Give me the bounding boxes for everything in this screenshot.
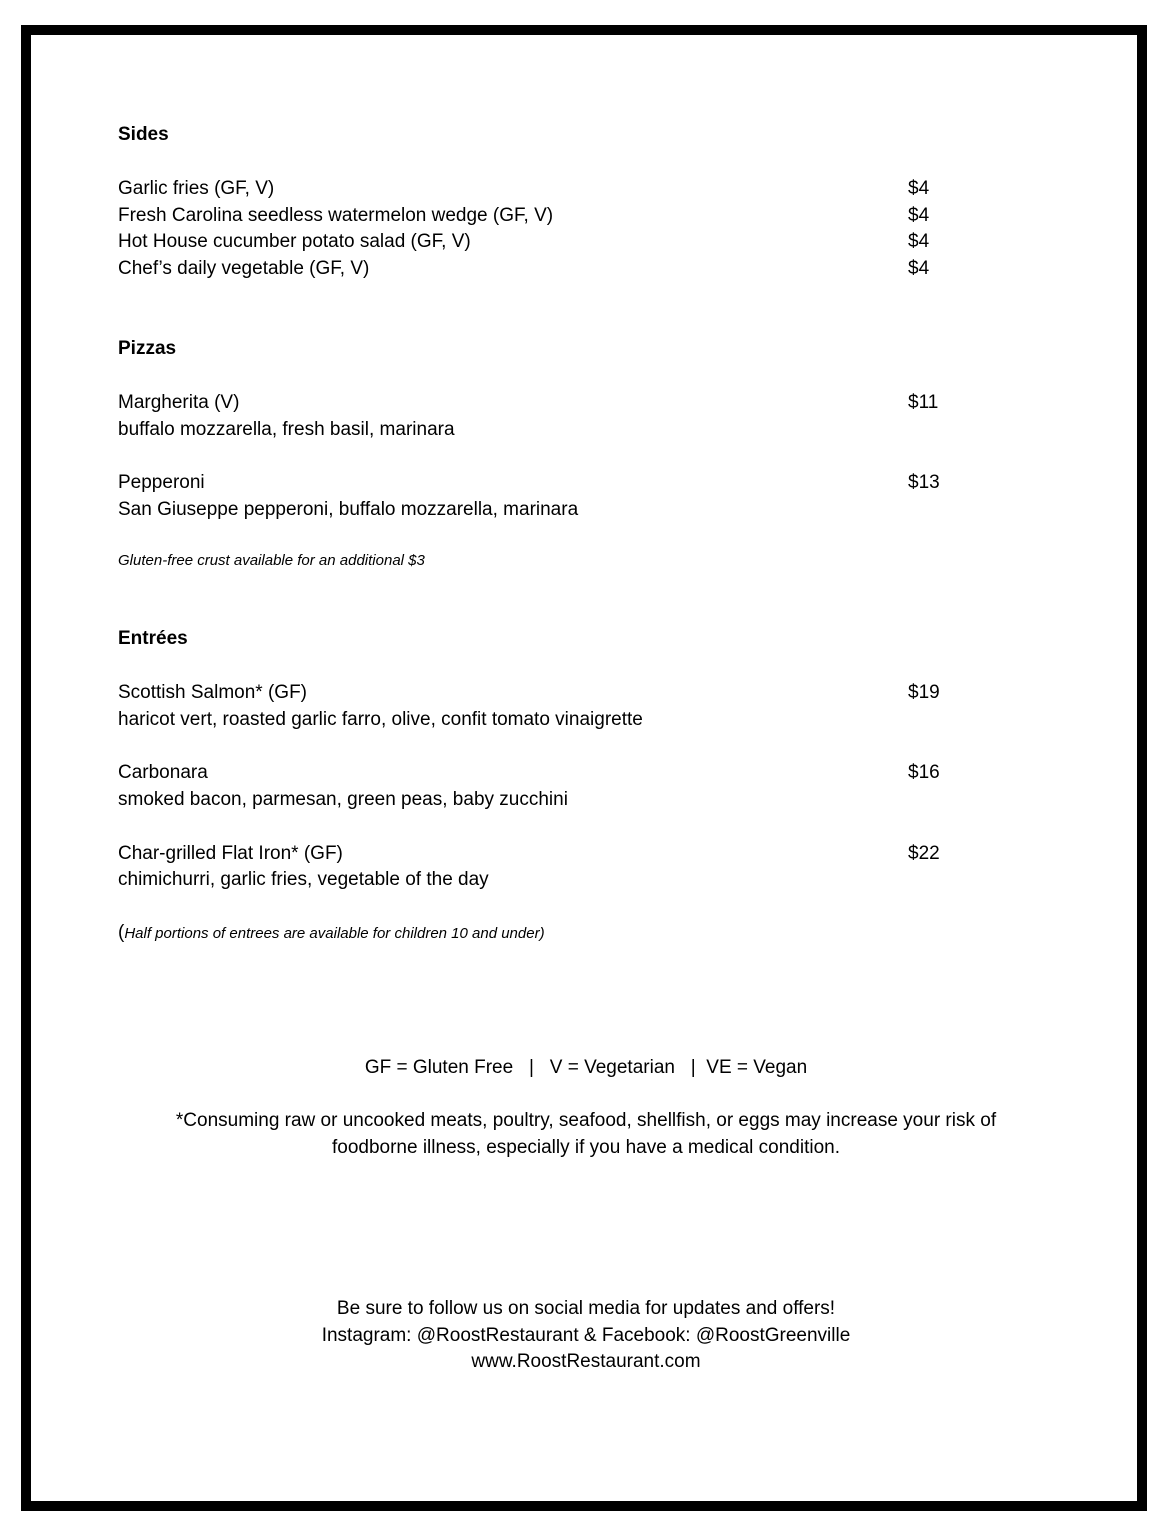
raw-food-warning-line-1: *Consuming raw or uncooked meats, poultry, seafood, shellfish, or eggs may increase your risk of: [175, 1110, 997, 1131]
pizza-note: Gluten-free crust available for an additional $3: [118, 552, 425, 569]
entree-item-description: haricot vert, roasted garlic farro, olive, confit tomato vinaigrette: [118, 709, 643, 730]
entree-item-name: Carbonara: [118, 762, 208, 783]
pizza-item-name: Margherita (V): [118, 392, 240, 413]
entree-item-description: chimichurri, garlic fries, vegetable of the day: [118, 869, 489, 890]
social-handles: Instagram: @RoostRestaurant & Facebook: @RoostGreenville: [321, 1325, 851, 1346]
dietary-legend: GF = Gluten Free | V = Vegetarian | VE = Vegan: [364, 1057, 808, 1078]
pizza-item-name: Pepperoni: [118, 472, 205, 493]
side-item-price: $4: [908, 258, 930, 279]
pizza-item-price: $11: [908, 392, 939, 413]
pizza-item-description: San Giuseppe pepperoni, buffalo mozzarella, marinara: [118, 499, 579, 520]
entree-note-paren: (: [118, 922, 125, 943]
side-item-name: Chef’s daily vegetable (GF, V): [118, 258, 370, 279]
entree-note: [118, 923, 545, 944]
entree-item-description: smoked bacon, parmesan, green peas, baby zucchini: [118, 789, 568, 810]
entree-item-price: $19: [908, 682, 940, 703]
side-item-price: $4: [908, 178, 930, 199]
side-item-name: Fresh Carolina seedless watermelon wedge (GF, V): [118, 205, 554, 226]
pizza-item-price: $13: [908, 472, 940, 493]
entree-item-name: Char-grilled Flat Iron* (GF): [118, 843, 343, 864]
side-item-price: $4: [908, 205, 930, 226]
side-item-name: Hot House cucumber potato salad (GF, V): [118, 231, 471, 252]
sides-heading: Sides: [118, 124, 169, 145]
entrees-heading: Entrées: [118, 628, 188, 649]
entree-item-price: $22: [908, 843, 940, 864]
entree-note-text: Half portions of entrees are available for children 10 and under): [124, 925, 545, 942]
raw-food-warning-line-2: foodborne illness, especially if you have a medical condition.: [331, 1137, 841, 1158]
entree-item-name: Scottish Salmon* (GF): [118, 682, 307, 703]
side-item-price: $4: [908, 231, 930, 252]
entree-item-price: $16: [908, 762, 940, 783]
website-url: www.RoostRestaurant.com: [471, 1351, 701, 1372]
social-prompt: Be sure to follow us on social media for updates and offers!: [336, 1298, 836, 1319]
pizzas-heading: Pizzas: [118, 338, 177, 359]
pizza-item-description: buffalo mozzarella, fresh basil, marinara: [118, 419, 455, 440]
side-item-name: Garlic fries (GF, V): [118, 178, 275, 199]
